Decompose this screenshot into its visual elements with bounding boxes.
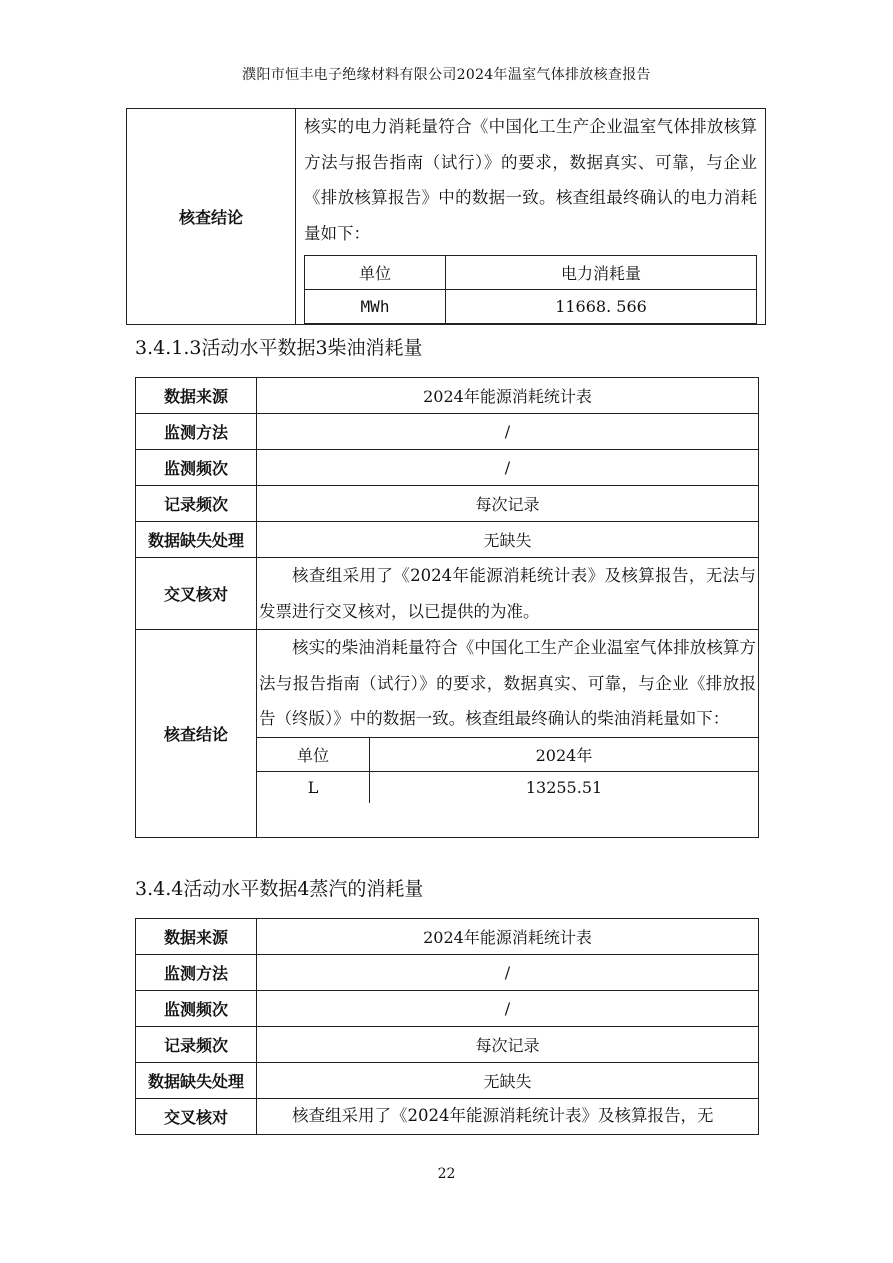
row-label: 记录频次	[136, 486, 257, 522]
unit-header: 单位	[257, 737, 370, 771]
value-header: 电力消耗量	[446, 256, 757, 290]
row-value: /	[257, 414, 759, 450]
row-label: 数据来源	[136, 919, 257, 955]
row-label: 数据缺失处理	[136, 522, 257, 558]
row-label: 数据缺失处理	[136, 1063, 257, 1099]
row-value: /	[257, 991, 759, 1027]
section-title-diesel: 3.4.1.3活动水平数据3柴油消耗量	[135, 337, 423, 359]
row-label: 监测频次	[136, 450, 257, 486]
cross-check-label: 交叉核对	[136, 558, 257, 630]
cross-check-text: 核查组采用了《2024年能源消耗统计表》及核算报告，无	[292, 1106, 714, 1125]
cross-check-text: 核查组采用了《2024年能源消耗统计表》及核算报告，无法与发票进行交叉核对，以已提供的为准。	[259, 566, 756, 621]
year-header: 2024年	[370, 737, 759, 771]
row-value: 无缺失	[257, 1063, 759, 1099]
steam-table	[135, 918, 759, 1135]
section-title-steam: 3.4.4活动水平数据4蒸汽的消耗量	[135, 878, 424, 900]
electricity-conclusion-table	[126, 108, 766, 325]
row-label: 记录频次	[136, 1027, 257, 1063]
unit-value: MWh	[305, 290, 446, 324]
conclusion-text: 核实的电力消耗量符合《中国化工生产企业温室气体排放核算方法与报告指南（试行）》的要求，数据真实、可靠，与企业《排放核算报告》中的数据一致。核查组最终确认的电力消耗量如下：	[304, 117, 757, 243]
row-value: /	[257, 955, 759, 991]
conclusion-label: 核查结论	[136, 630, 257, 838]
row-value: 无缺失	[257, 522, 759, 558]
page-header: 濮阳市恒丰电子绝缘材料有限公司2024年温室气体排放核查报告	[242, 67, 651, 83]
row-label: 监测方法	[136, 414, 257, 450]
electricity-result-table	[304, 255, 757, 324]
row-value: 每次记录	[257, 486, 759, 522]
page-number: 22	[437, 1166, 456, 1182]
diesel-result-table	[257, 737, 758, 804]
cross-check-label: 交叉核对	[136, 1099, 257, 1135]
diesel-table	[135, 377, 759, 838]
conclusion-label: 核查结论	[127, 109, 296, 325]
row-value: 每次记录	[257, 1027, 759, 1063]
row-label: 监测方法	[136, 955, 257, 991]
diesel-value: 13255.51	[370, 771, 759, 803]
unit-value: L	[257, 771, 370, 803]
row-value: 2024年能源消耗统计表	[257, 919, 759, 955]
conclusion-text: 核实的柴油消耗量符合《中国化工生产企业温室气体排放核算方法与报告指南（试行）》的要求，数据真实、可靠，与企业《排放报告（终版）》中的数据一致。核查组最终确认的柴油消耗量如下：	[259, 638, 756, 728]
row-value: 2024年能源消耗统计表	[257, 378, 759, 414]
electricity-value: 11668. 566	[446, 290, 757, 324]
row-value: /	[257, 450, 759, 486]
unit-header: 单位	[305, 256, 446, 290]
row-label: 监测频次	[136, 991, 257, 1027]
row-label: 数据来源	[136, 378, 257, 414]
